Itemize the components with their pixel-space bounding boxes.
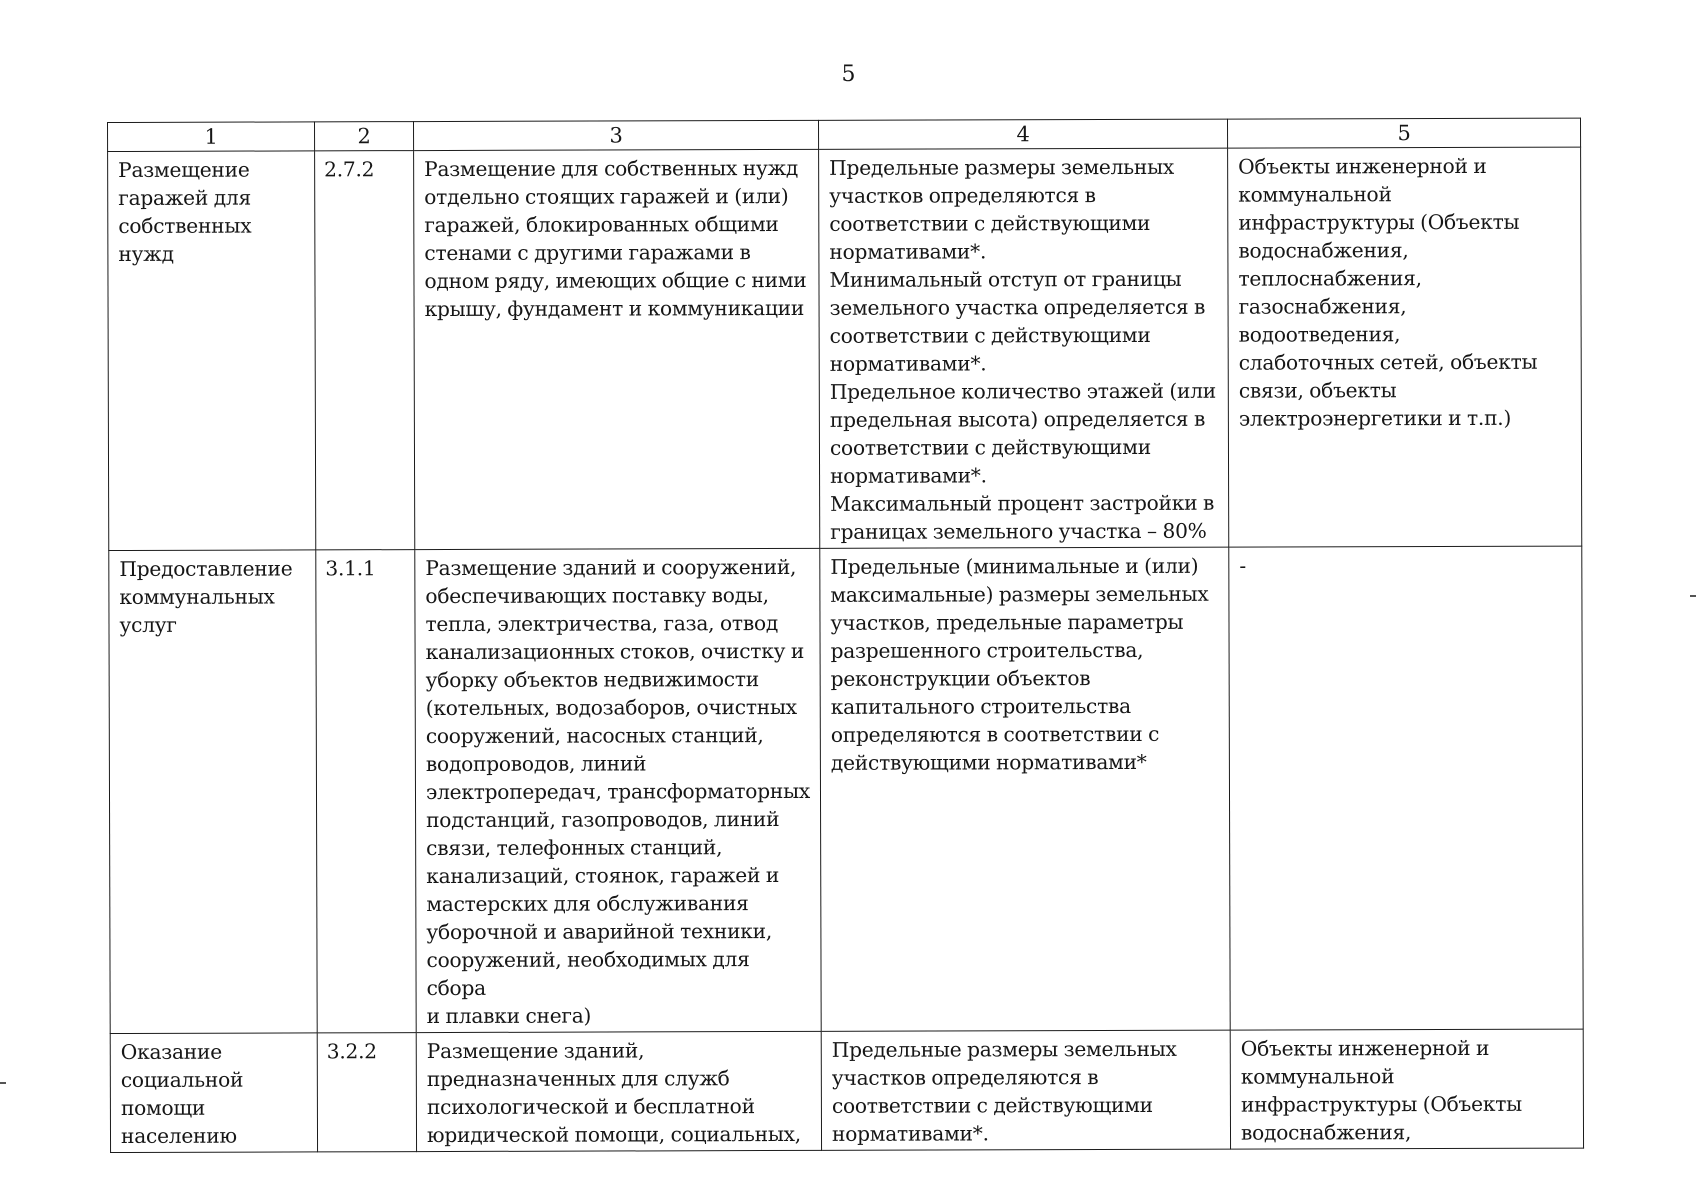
objects-cell <box>1228 147 1582 547</box>
scan-edge-mark <box>1690 595 1696 597</box>
use-code: 3.1.1 <box>325 556 376 581</box>
use-type-name-cell <box>110 1033 317 1153</box>
use-description-cell <box>416 1031 821 1151</box>
column-header-2: 2 <box>315 122 414 151</box>
use-type-name: Размещение гаражей для собственных нужд <box>118 157 252 266</box>
use-code-cell <box>317 1033 416 1152</box>
objects-text: Объекты инженерной и коммунальной инфраструктуры (Объекты водоснабжения, <box>1240 1035 1522 1145</box>
column-header-1: 1 <box>108 122 315 152</box>
scan-edge-mark <box>0 1082 6 1084</box>
table-row <box>110 1029 1583 1152</box>
parameters-cell <box>819 148 1229 548</box>
table-header-row <box>108 118 1581 151</box>
objects-cell <box>1230 1029 1583 1149</box>
use-type-name-cell <box>108 151 316 551</box>
objects-cell <box>1229 546 1583 1030</box>
use-description: Размещение зданий, предназначенных для служб психологической и бесплатной юридической помощи, социальных, <box>426 1038 801 1148</box>
use-description: Размещение для собственных нужд отдельно стоящих гаражей и (или) гаражей, блокированных общими стенами с другими гаражами в одном ряду, имеющих общие с ними крышу, фундамент и коммуникации <box>424 155 807 322</box>
use-description-cell <box>415 548 821 1032</box>
use-code: 3.2.2 <box>326 1039 377 1064</box>
parameters-text: Предельные (минимальные и (или) максимальные) размеры земельных участков, предельные параметры разрешенного строительства, реконструкции объектов капитального строительства определяются в соответствии с действующими нормативами* <box>830 553 1209 775</box>
parameters-text: Предельные размеры земельных участков определяются в соответствии с действующими нормативами*. Минимальный отступ от границы земельного участка определяется в соответствии с действующими нормативами*. Предельное количество этажей (или предельная высота) определяется в соответствии с действующими нормативами*. Максимальный процент застройки в границах земельного участка – 80% <box>829 154 1216 544</box>
use-code-cell <box>315 151 415 550</box>
use-type-name: Оказание социальной помощи населению <box>120 1039 244 1148</box>
table-row <box>109 546 1583 1033</box>
use-type-name: Предоставление коммунальных услуг <box>119 556 293 637</box>
objects-text: - <box>1239 553 1246 578</box>
use-type-name-cell <box>109 550 317 1034</box>
objects-text: Объекты инженерной и коммунальной инфраструктуры (Объекты водоснабжения, теплоснабжения, газоснабжения, водоотведения, слаботочных сетей, объекты связи, объекты электроэнергетики и т.п.) <box>1238 153 1538 431</box>
land-use-table <box>107 118 1584 1153</box>
table-row <box>108 147 1582 550</box>
parameters-cell <box>820 547 1230 1031</box>
column-header-3: 3 <box>414 120 819 150</box>
page-number: 5 <box>841 62 856 87</box>
use-description-cell <box>414 149 820 549</box>
use-description: Размещение зданий и сооружений, обеспечивающих поставку воды, тепла, электричества, газа, отвод канализационных стоков, очистку и уборку объектов недвижимости (котельных, водозаборов, очистных сооружений, насосных станций, водопроводов, линий электропередач, трансформаторных подстанций, газопроводов, линий связи, телефонных станций, канализаций, стоянок, гаражей и мастерских для обслуживания уборочной и аварийной техники, сооружений, необходимых для сбора и плавки снега) <box>425 554 811 1029</box>
use-code-cell <box>316 550 416 1033</box>
column-header-4: 4 <box>818 119 1227 149</box>
column-header-5: 5 <box>1227 118 1580 148</box>
parameters-text: Предельные размеры земельных участков определяются в соответствии с действующими нормативами*. <box>831 1036 1177 1146</box>
use-code: 2.7.2 <box>324 157 375 182</box>
parameters-cell <box>821 1030 1230 1150</box>
